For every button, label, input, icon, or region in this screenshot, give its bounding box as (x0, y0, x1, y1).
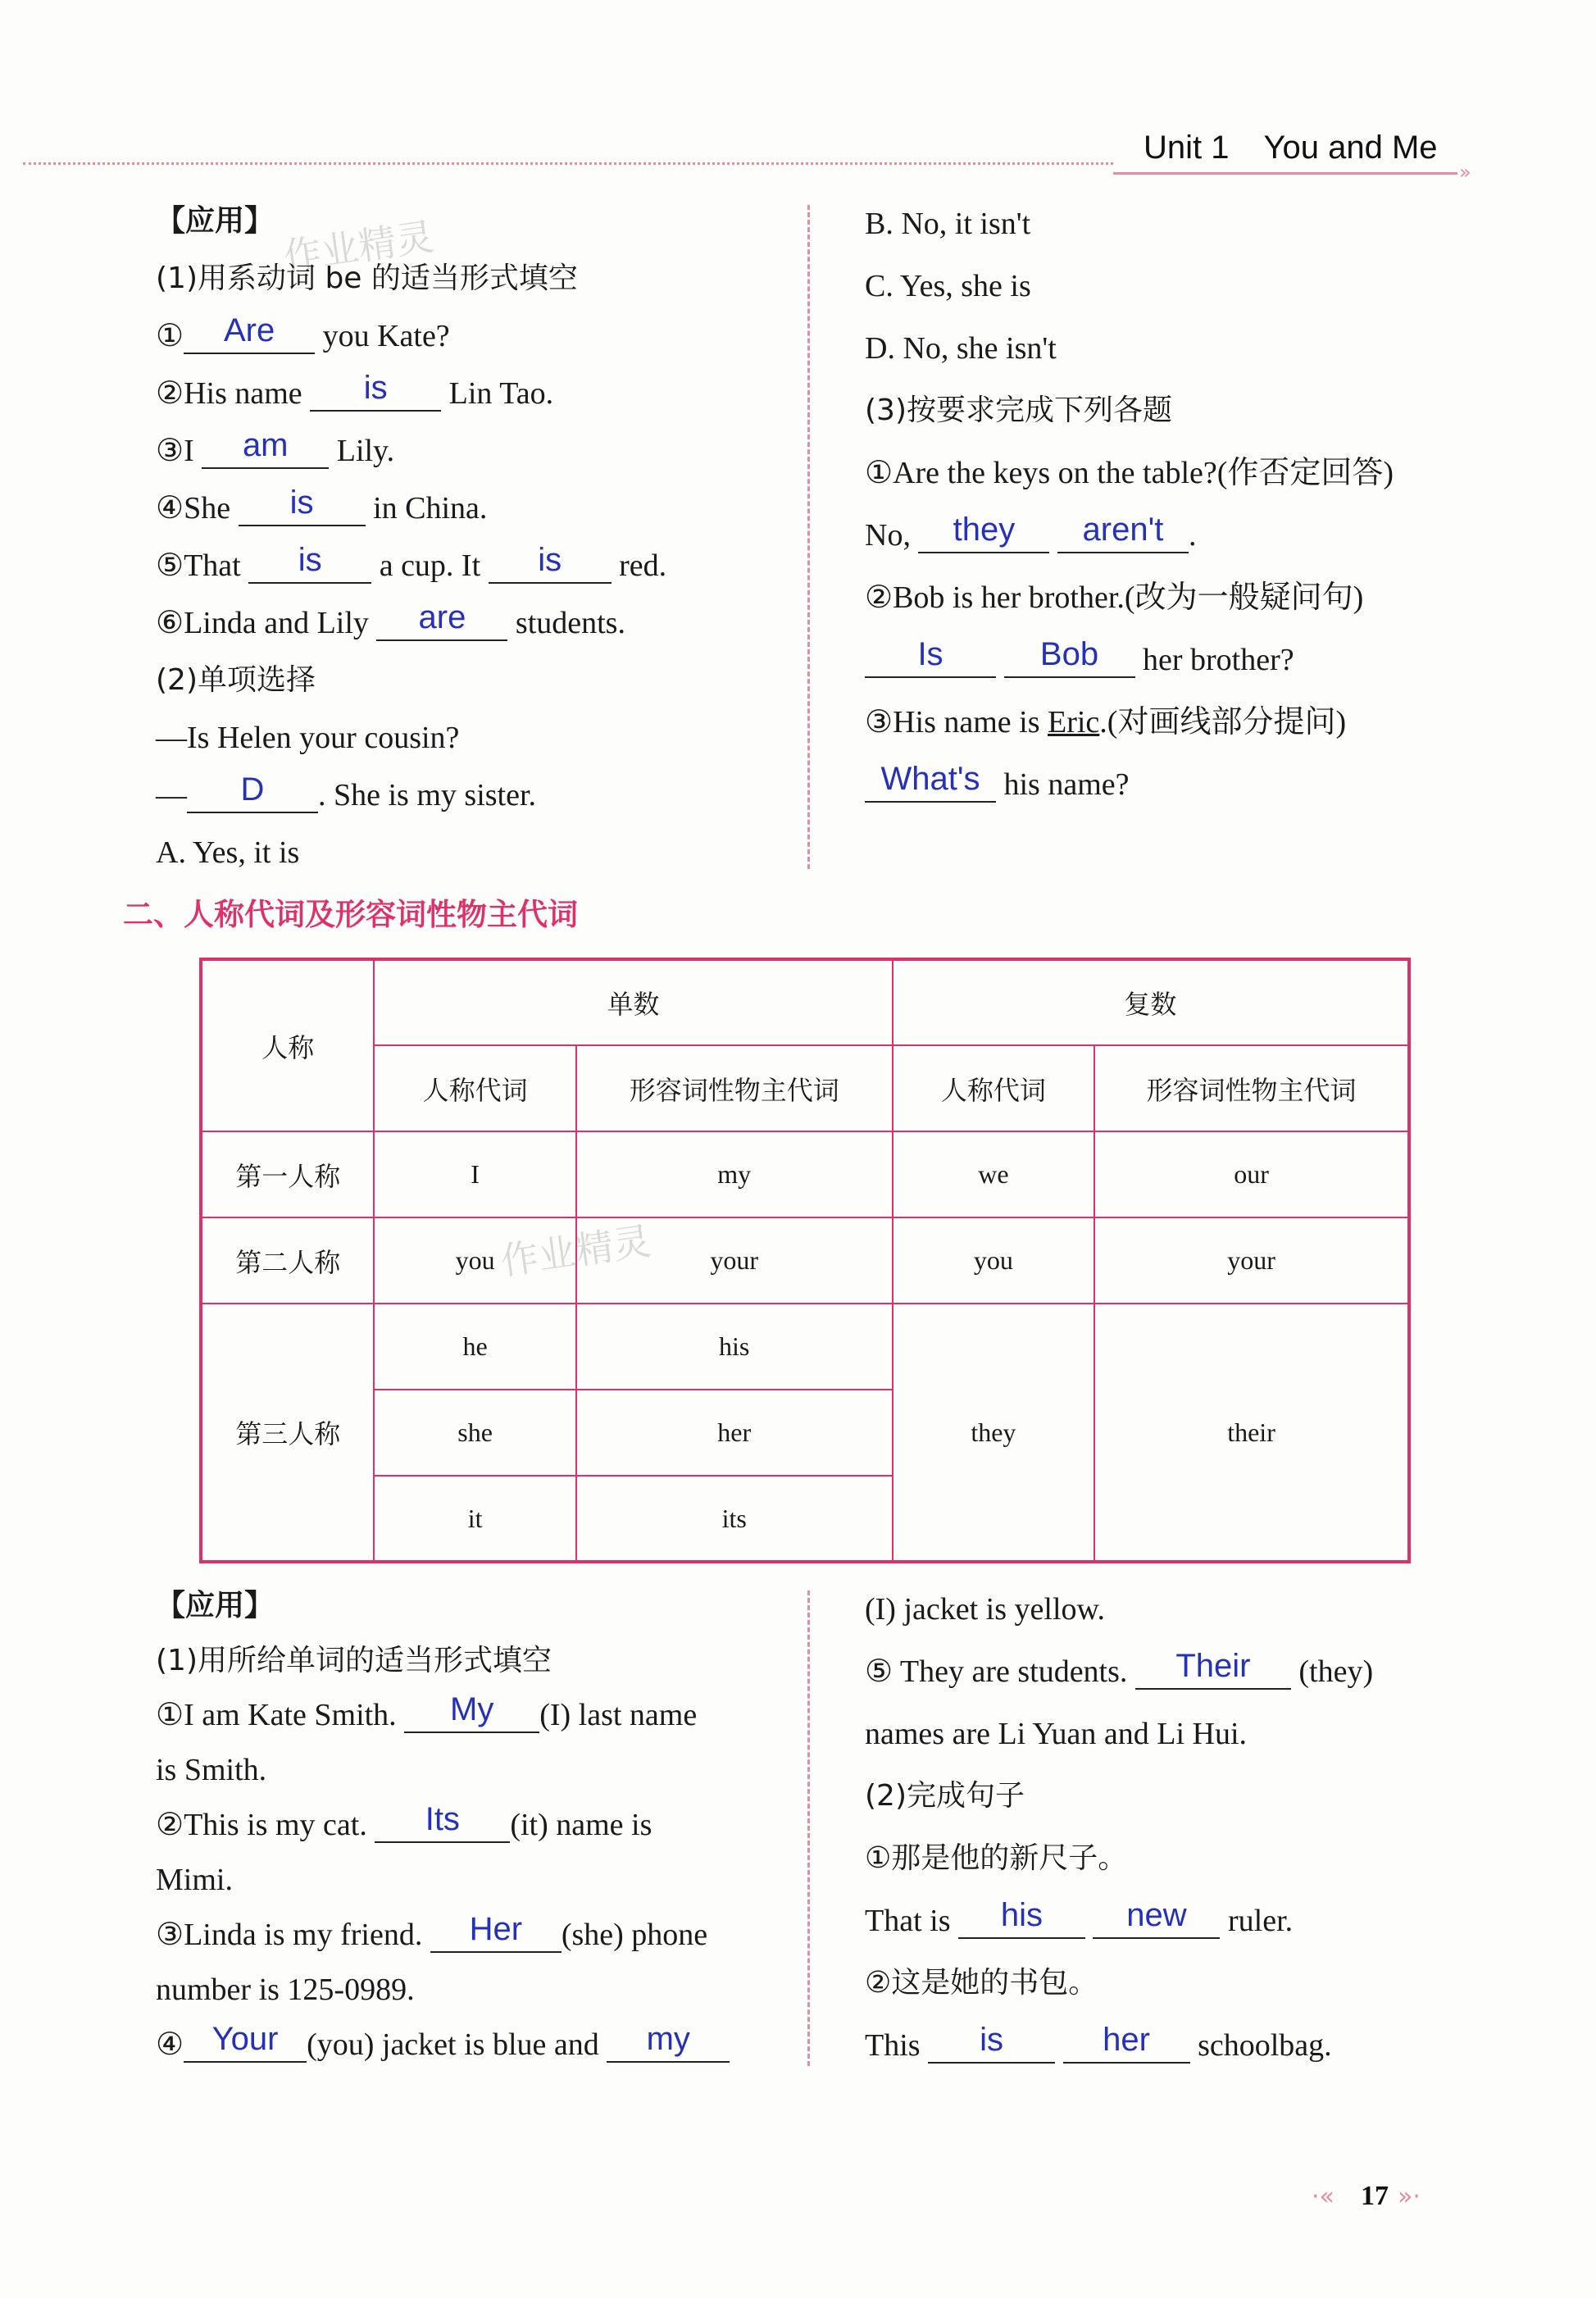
answer-blank: What's (865, 758, 996, 803)
unit-title: You and Me (1263, 130, 1438, 166)
apply-heading: 【应用】 (156, 1589, 275, 1622)
answer-blank: is (489, 539, 612, 584)
answer-blank: Are (184, 310, 315, 354)
table-cell: their (1094, 1304, 1409, 1562)
table-cell: we (893, 1131, 1094, 1217)
rewrite-question-2: ②Bob is her brother.(改为一般疑问句) (865, 580, 1364, 615)
header-possessive: 形容词性物主代词 (576, 1045, 893, 1131)
answer-blank: aren't (1057, 509, 1189, 553)
question-3: ③I am Lily. (156, 422, 795, 480)
rewrite-question-3: ③His name is Eric.(对画线部分提问) (865, 705, 1347, 739)
underlined-word: Eric (1048, 705, 1100, 739)
answer-blank: am (202, 425, 329, 469)
task-instruction: (2)单项选择 (156, 663, 316, 697)
answer-blank: Its (375, 1799, 510, 1843)
table-cell: my (576, 1131, 893, 1217)
pronoun-table (199, 958, 1411, 1563)
option-b: B. No, it isn't (865, 207, 1031, 241)
answer-blank: is (928, 2019, 1055, 2064)
fill-question-4-cont: (I) jacket is yellow. (865, 1592, 1105, 1627)
answer-blank: Is (865, 634, 996, 678)
row-label: 第二人称 (201, 1217, 374, 1304)
fill-question-5: ⑤ They are students. Their (they) (865, 1640, 1545, 1703)
answer-blank: Bob (1004, 634, 1135, 678)
page-number-right-ornament-icon: »· (1398, 2182, 1421, 2211)
table-cell: he (374, 1304, 575, 1390)
answer-blank: Your (184, 2018, 307, 2063)
answer-blank: new (1093, 1895, 1220, 1939)
header-pronoun: 人称代词 (374, 1045, 575, 1131)
table-row (201, 1131, 1409, 1217)
answer-blank: my (607, 2018, 730, 2063)
answer-blank: is (239, 482, 366, 526)
table-cell: you (893, 1217, 1094, 1304)
fill-question-1-cont: is Smith. (156, 1753, 267, 1787)
answer-blank: My (404, 1689, 539, 1733)
table-row (201, 1304, 1409, 1390)
fill-question-1: ①I am Kate Smith. My (I) last name (156, 1688, 795, 1743)
table-cell: it (374, 1476, 575, 1562)
table-cell: our (1094, 1131, 1409, 1217)
answer-blank: Their (1135, 1645, 1291, 1690)
option-d: D. No, she isn't (865, 331, 1057, 366)
row-label: 第三人称 (201, 1304, 374, 1562)
table-cell: its (576, 1476, 893, 1562)
unit-label: Unit 1 (1144, 130, 1230, 166)
sentence-2-chinese: ②这是她的书包。 (865, 1966, 1098, 2000)
answer-blank: Her (430, 1909, 562, 1953)
row-label: 第一人称 (201, 1131, 374, 1217)
answer-blank: is (248, 539, 371, 584)
fill-question-2-cont: Mimi. (156, 1863, 233, 1897)
page-number-left-ornament-icon: ·« (1312, 2182, 1335, 2211)
header-underline (1113, 172, 1457, 175)
task-instruction: (2)完成句子 (865, 1779, 1025, 1813)
answer-blank: his (958, 1895, 1085, 1939)
header-divider (23, 162, 1113, 165)
fill-question-2: ②This is my cat. Its (it) name is (156, 1798, 795, 1853)
table-cell: your (1094, 1217, 1409, 1304)
section-title: 二、人称代词及形容词性物主代词 (123, 897, 578, 932)
header-arrow-icon: » (1459, 161, 1471, 184)
answer-blank: is (310, 367, 441, 412)
rewrite-answer-2: Is Bob her brother? (865, 629, 1537, 691)
column-divider (807, 1590, 810, 2066)
page-number: 17 (1361, 2181, 1389, 2211)
table-cell: I (374, 1131, 575, 1217)
table-cell: your (576, 1217, 893, 1304)
watermark: 作业精灵 (280, 214, 437, 280)
table-cell: she (374, 1390, 575, 1476)
rewrite-answer-1: No, they aren't . (865, 504, 1537, 567)
bottom-right-column (865, 1578, 1545, 2077)
rewrite-answer-3: What's his name? (865, 753, 1537, 816)
answer-blank: D (187, 769, 318, 813)
answer-blank: are (376, 597, 507, 641)
answer-blank: her (1063, 2019, 1190, 2064)
rewrite-question-1: ①Are the keys on the table?(作否定回答) (865, 456, 1394, 490)
sentence-2: This is her schoolbag. (865, 2014, 1545, 2077)
task-instruction: (1)用系动词 be 的适当形式填空 (156, 262, 578, 295)
table-row (201, 1217, 1409, 1304)
table-cell: his (576, 1304, 893, 1390)
apply-heading: 【应用】 (156, 204, 275, 238)
top-left-column (156, 193, 795, 881)
fill-question-5-cont: names are Li Yuan and Li Hui. (865, 1717, 1248, 1751)
sentence-1-chinese: ①那是他的新尺子。 (865, 1841, 1128, 1875)
option-c: C. Yes, she is (865, 269, 1031, 303)
header-singular: 单数 (374, 959, 892, 1045)
table-cell: her (576, 1390, 893, 1476)
column-divider (807, 205, 810, 869)
table-cell: they (893, 1304, 1094, 1562)
question-4: ④She is in China. (156, 480, 795, 537)
mc-question: —Is Helen your cousin? (156, 721, 460, 755)
table-cell: you (374, 1217, 575, 1304)
header-person: 人称 (201, 959, 374, 1131)
answer-blank: they (918, 509, 1049, 553)
question-5: ⑤That is a cup. It is red. (156, 537, 795, 594)
mc-answer-line: — D . She is my sister. (156, 767, 795, 824)
top-right-column (865, 193, 1537, 816)
header-plural: 复数 (893, 959, 1409, 1045)
task-instruction: (3)按要求完成下列各题 (865, 394, 1172, 427)
header-pronoun: 人称代词 (893, 1045, 1094, 1131)
header-possessive: 形容词性物主代词 (1094, 1045, 1409, 1131)
option-a: A. Yes, it is (156, 835, 300, 870)
sentence-1: That is his new ruler. (865, 1890, 1545, 1952)
bottom-left-column (156, 1578, 795, 2073)
fill-question-3: ③Linda is my friend. Her (she) phone (156, 1908, 795, 1963)
fill-question-3-cont: number is 125-0989. (156, 1973, 415, 2007)
question-2: ②His name is Lin Tao. (156, 365, 795, 422)
watermark: 作业精灵 (498, 1218, 654, 1284)
fill-question-4: ④ Your (you) jacket is blue and my (156, 2018, 795, 2073)
task-instruction: (1)用所给单词的适当形式填空 (156, 1644, 552, 1677)
question-1: ① Are you Kate? (156, 307, 795, 365)
question-6: ⑥Linda and Lily are students. (156, 594, 795, 652)
page-header (1144, 130, 1438, 166)
